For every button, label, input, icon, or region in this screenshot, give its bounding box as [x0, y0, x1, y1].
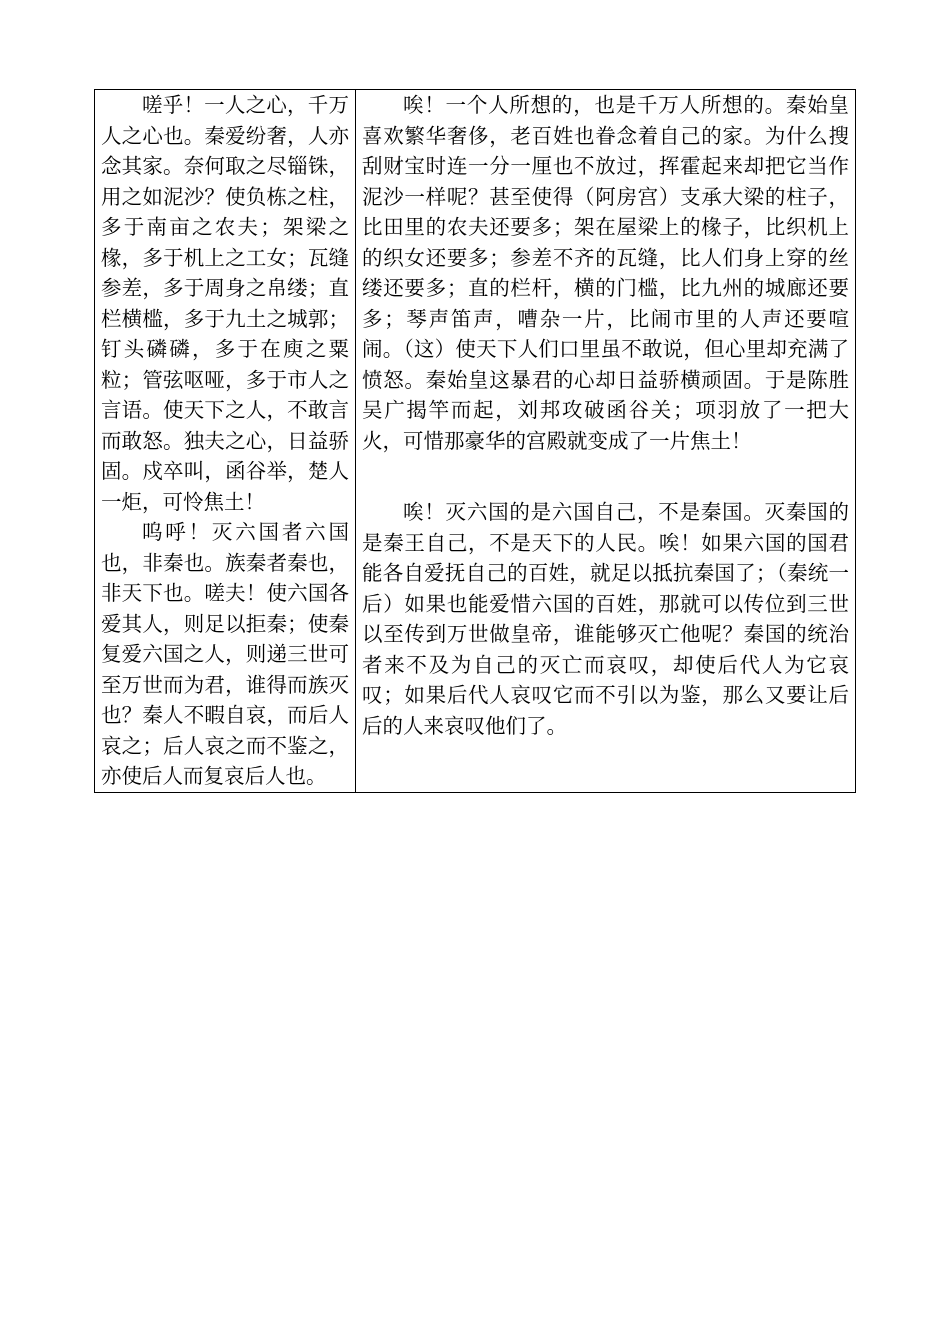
- original-paragraph-1: 嗟乎！一人之心，千万人之心也。秦爱纷奢，人亦念其家。奈何取之尽锱铢，用之如泥沙？使负栋之柱，多于南亩之农夫；架梁之椽，多于机上之工女；瓦缝参差，多于周身之帛缕；直栏横槛，多于九土之城郭；钉头磷磷，多于在庾之粟粒；管弦呕哑，多于市人之言语。使天下之人，不敢言而敢怒。独夫之心，日益骄固。戍卒叫，函谷举，楚人一炬，可怜焦土！: [101, 93, 349, 514]
- text-table: [94, 89, 856, 793]
- translation-text-cell: [356, 90, 856, 793]
- paragraph-spacer: [362, 456, 849, 497]
- original-paragraph-2: 呜呼！灭六国者六国也，非秦也。族秦者秦也，非天下也。嗟夫！使六国各爱其人，则足以拒秦；使秦复爱六国之人，则递三世可至万世而为君，谁得而族灭也？秦人不暇自哀，而后人哀之；后人哀之而不鉴之，亦使后人而复哀后人也。: [101, 520, 349, 788]
- original-text-cell: [95, 90, 356, 793]
- translation-paragraph-1: 唉！一个人所想的，也是千万人所想的。秦始皇喜欢繁华奢侈，老百姓也眷念着自己的家。为什么搜刮财宝时连一分一厘也不放过，挥霍起来却把它当作泥沙一样呢？甚至使得（阿房宫）支承大梁的柱子，比田里的农夫还要多；架在屋梁上的椽子，比织机上的织女还要多；参差不齐的瓦缝，比人们身上穿的丝缕还要多；直的栏杆，横的门槛，比九州的城廊还要多；琴声笛声，嘈杂一片，比闹市里的人声还要喧闹。（这）使天下人们口里虽不敢说，但心里却充满了愤怒。秦始皇这暴君的心却日益骄横顽固。于是陈胜吴广揭竿而起，刘邦攻破函谷关；项羽放了一把大火，可惜那豪华的宫殿就变成了一片焦土！: [362, 93, 849, 453]
- translation-paragraph-2: 唉！灭六国的是六国自己，不是秦国。灭秦国的是秦王自己，不是天下的人民。唉！如果六国的国君能各自爱抚自己的百姓，就足以抵抗秦国了；（秦统一后）如果也能爱惜六国的百姓，那就可以传位到三世以至传到万世做皇帝，谁能够灭亡他呢？秦国的统治者来不及为自己的灭亡而哀叹，却使后代人为它哀叹；如果后代人哀叹它而不引以为鉴，那么又要让后后的人来哀叹他们了。: [362, 500, 849, 738]
- table-row: [95, 90, 856, 793]
